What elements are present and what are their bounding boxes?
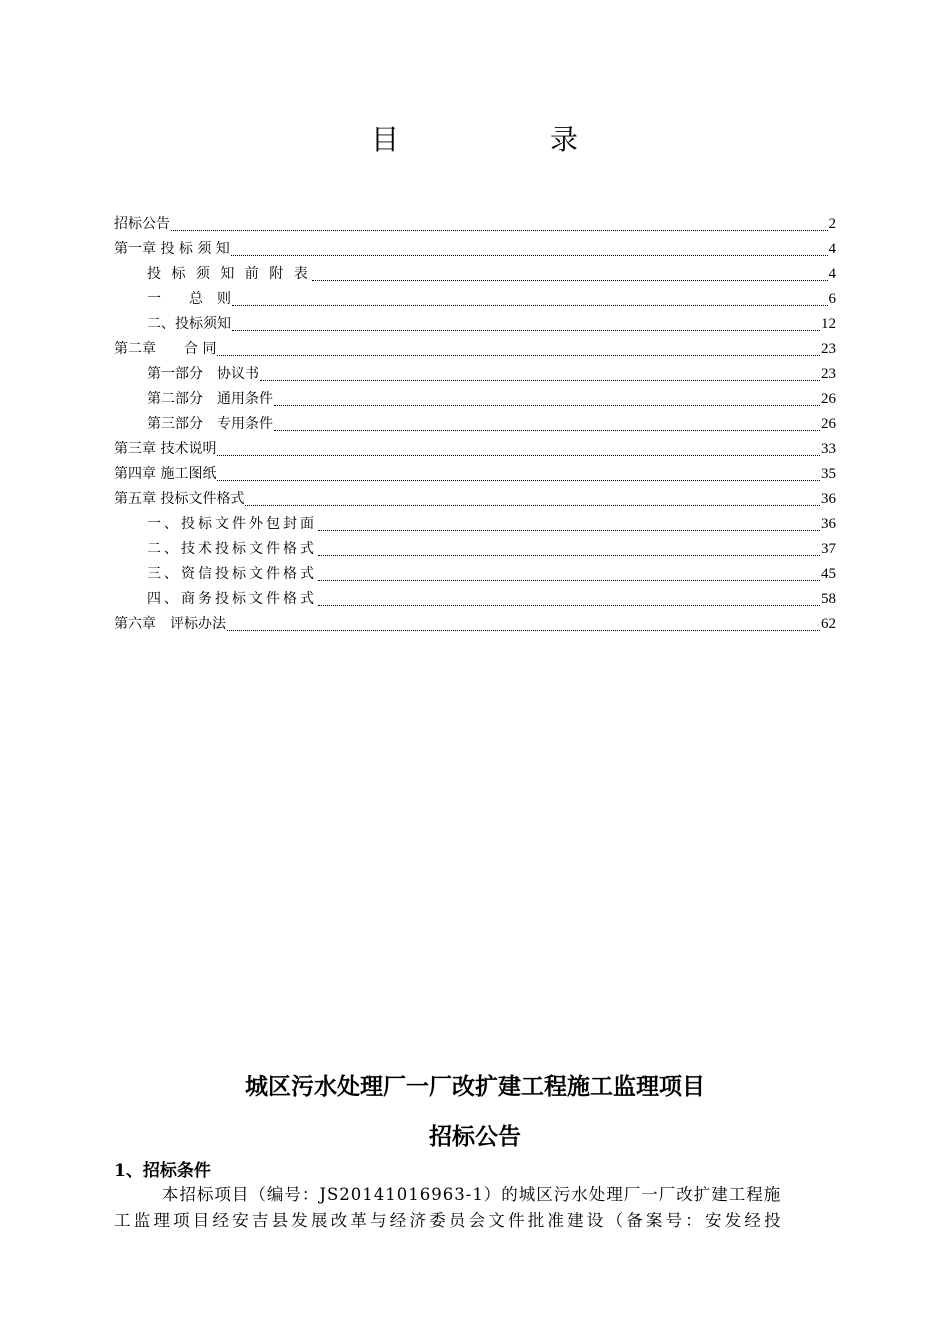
toc-entry-label: 二、技术投标文件格式 — [147, 541, 317, 557]
body-paragraph — [114, 1182, 836, 1234]
toc-leader-dots — [274, 430, 820, 431]
notice-title: 招标公告 — [429, 1123, 521, 1150]
toc-entry-page: 37 — [821, 541, 836, 557]
toc-entry[interactable] — [114, 412, 836, 437]
toc-entry[interactable] — [114, 462, 836, 487]
toc-entry-label: 第二章 合 同 — [114, 341, 217, 357]
toc-leader-dots — [318, 605, 820, 606]
toc-entry-label: 三、资信投标文件格式 — [147, 566, 317, 582]
toc-entry-page: 36 — [821, 491, 836, 507]
toc-leader-dots — [217, 355, 820, 356]
toc-entry-page: 12 — [821, 316, 836, 332]
toc-entry[interactable] — [114, 212, 836, 237]
toc-entry[interactable] — [114, 537, 836, 562]
toc-entry-label: 二、投标须知 — [147, 316, 231, 332]
toc-entry[interactable] — [114, 587, 836, 612]
toc-leader-dots — [318, 530, 820, 531]
toc-entry-label: 第一部分 协议书 — [147, 366, 259, 382]
toc-entry-label: 第一章 投 标 须 知 — [114, 241, 230, 257]
toc-entry-label: 第六章 评标办法 — [114, 616, 226, 632]
toc-entry[interactable] — [114, 437, 836, 462]
toc-entry-label: 招标公告 — [114, 216, 170, 232]
toc-entry-page: 36 — [821, 516, 836, 532]
toc-entry-label: 第五章 投标文件格式 — [114, 491, 245, 507]
toc-leader-dots — [318, 580, 820, 581]
toc-title — [0, 118, 950, 158]
toc-title-right: 录 — [550, 123, 580, 156]
toc-entry-page: 23 — [821, 366, 836, 382]
toc-entry-label: 一、投标文件外包封面 — [147, 516, 317, 532]
toc-entry[interactable] — [114, 237, 836, 262]
project-title: 城区污水处理厂一厂改扩建工程施工监理项目 — [245, 1073, 705, 1100]
table-of-contents — [114, 212, 836, 637]
toc-entry[interactable] — [114, 512, 836, 537]
toc-leader-dots — [217, 455, 820, 456]
toc-leader-dots — [232, 305, 828, 306]
toc-entry-label: 一 总 则 — [147, 291, 231, 307]
toc-entry-page: 35 — [821, 466, 836, 482]
toc-entry-label: 投 标 须 知 前 附 表 — [147, 266, 311, 282]
toc-entry[interactable] — [114, 287, 836, 312]
toc-leader-dots — [217, 480, 820, 481]
toc-entry[interactable] — [114, 487, 836, 512]
paragraph-line: 工监理项目经安吉县发展改革与经济委员会文件批准建设（备案号：安发经投 — [114, 1211, 784, 1230]
toc-entry[interactable] — [114, 337, 836, 362]
toc-entry-label: 第二部分 通用条件 — [147, 391, 273, 407]
section-heading: 1、招标条件 — [114, 1161, 211, 1181]
paragraph-line: 本招标项目（编号：JS20141016963-1）的城区污水处理厂一厂改扩建工程施 — [161, 1185, 782, 1204]
toc-leader-dots — [227, 630, 820, 631]
toc-entry-page: 23 — [821, 341, 836, 357]
toc-leader-dots — [171, 230, 828, 231]
toc-entry-page: 33 — [821, 441, 836, 457]
toc-entry-page: 62 — [821, 616, 836, 632]
toc-entry[interactable] — [114, 387, 836, 412]
toc-title-left: 目 — [370, 123, 400, 156]
toc-entry[interactable] — [114, 312, 836, 337]
toc-entry-label: 第三部分 专用条件 — [147, 416, 273, 432]
toc-leader-dots — [232, 330, 820, 331]
toc-leader-dots — [245, 505, 820, 506]
toc-entry-page: 26 — [821, 391, 836, 407]
toc-entry-page: 2 — [828, 216, 836, 232]
toc-entry-label: 第三章 技术说明 — [114, 441, 217, 457]
toc-entry-page: 4 — [828, 241, 836, 257]
toc-entry-label: 四、商务投标文件格式 — [147, 591, 317, 607]
toc-leader-dots — [260, 380, 820, 381]
toc-entry-page: 26 — [821, 416, 836, 432]
toc-entry[interactable] — [114, 362, 836, 387]
toc-leader-dots — [312, 280, 828, 281]
toc-entry-label: 第四章 施工图纸 — [114, 466, 217, 482]
toc-entry-page: 58 — [821, 591, 836, 607]
toc-entry[interactable] — [114, 612, 836, 637]
toc-leader-dots — [231, 255, 828, 256]
toc-entry-page: 45 — [821, 566, 836, 582]
toc-entry[interactable] — [114, 562, 836, 587]
toc-entry-page: 6 — [828, 291, 836, 307]
toc-leader-dots — [318, 555, 820, 556]
toc-entry-page: 4 — [828, 266, 836, 282]
toc-entry[interactable] — [114, 262, 836, 287]
toc-leader-dots — [274, 405, 820, 406]
